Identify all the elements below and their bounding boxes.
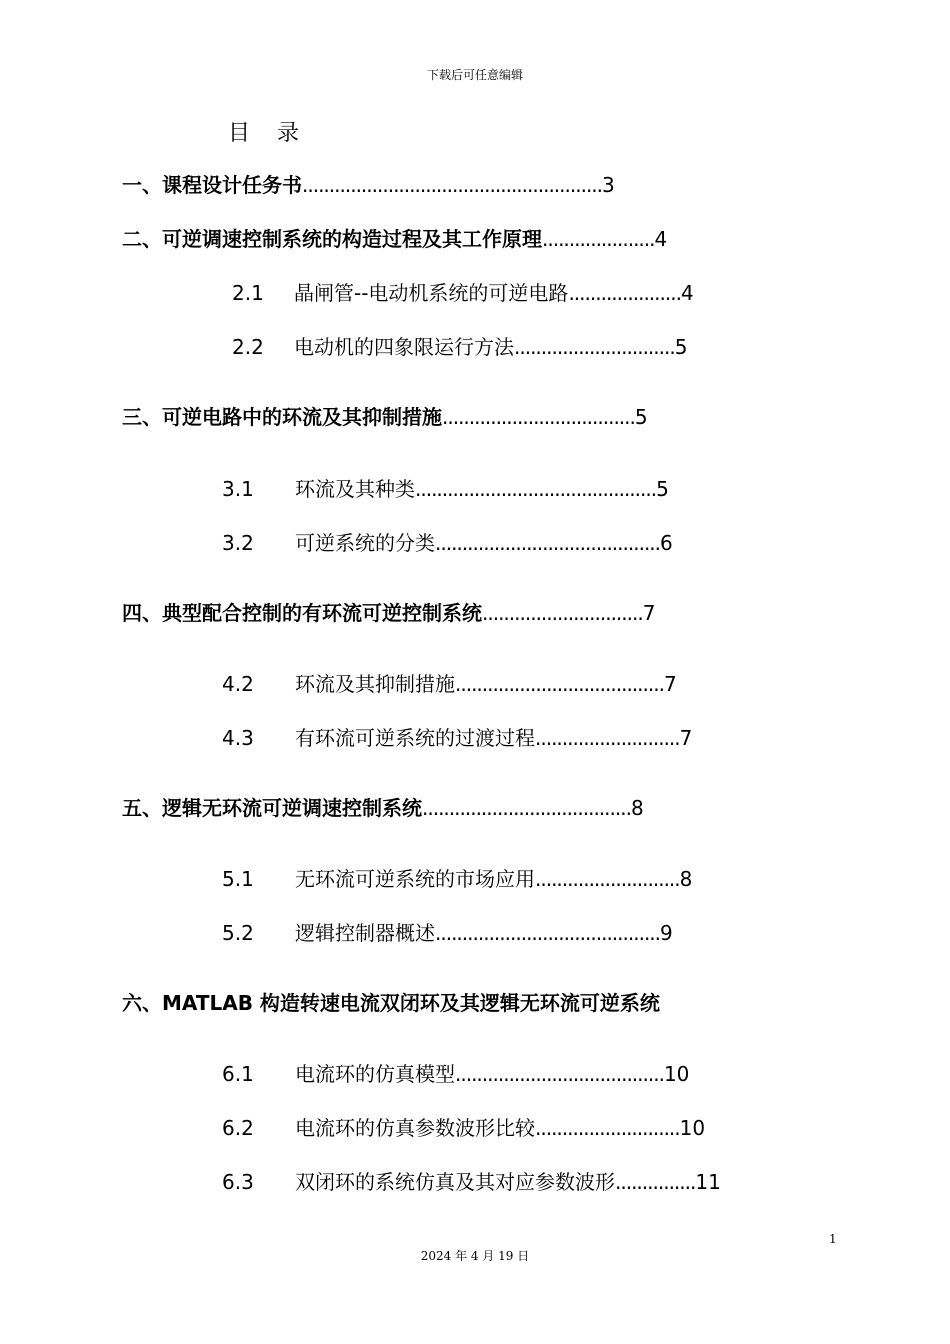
toc-entry-text: 可逆系统的分类 — [295, 531, 435, 555]
toc-entry-number: 6.2 — [222, 1116, 254, 1140]
toc-entry-5-1[interactable] — [222, 864, 692, 894]
toc-entry-text: 环流及其种类 — [295, 477, 415, 501]
toc-entry-page: 7 — [663, 672, 677, 696]
page-header: 下载后可任意编辑 — [426, 68, 523, 82]
toc-entry-page: 7 — [642, 601, 656, 625]
toc-leader-dots: ........................... — [535, 867, 680, 891]
toc-entry-page: 5 — [674, 335, 688, 359]
toc-entry-page: 4 — [654, 227, 668, 251]
toc-entry-6-3[interactable] — [222, 1167, 721, 1197]
toc-leader-dots: ....................................... — [455, 672, 664, 696]
toc-leader-dots: ..................... — [568, 281, 681, 305]
toc-entry-3-2[interactable] — [222, 528, 673, 558]
toc-entry-page: 3 — [602, 173, 615, 197]
toc-entry-3-1[interactable] — [222, 474, 669, 504]
toc-leader-dots: ............................................. — [415, 477, 657, 501]
toc-entry-6-1[interactable] — [222, 1059, 689, 1089]
toc-entry-page: 8 — [679, 867, 693, 891]
toc-entry-text: 典型配合控制的有环流可逆控制系统 — [162, 601, 482, 625]
toc-entry-number: 6.3 — [222, 1170, 254, 1194]
toc-leader-dots: ........................................................ — [302, 173, 603, 197]
toc-entry-text: 电流环的仿真模型 — [295, 1062, 455, 1086]
toc-entry-text: 无环流可逆系统的市场应用 — [295, 867, 535, 891]
toc-entry-text: 电动机的四象限运行方法 — [294, 335, 514, 359]
toc-leader-dots: ..................... — [542, 227, 655, 251]
toc-entry-text: 可逆调速控制系统的构造过程及其工作原理 — [162, 227, 542, 251]
toc-entry-3[interactable] — [122, 402, 648, 432]
toc-leader-dots: ........................... — [535, 726, 680, 750]
toc-entry-page: 10 — [679, 1116, 706, 1140]
toc-entry-text: 环流及其抑制措施 — [295, 672, 455, 696]
toc-leader-dots: .......................................... — [435, 531, 661, 555]
toc-leader-dots: ............... — [615, 1170, 696, 1194]
toc-entry-number: 3.2 — [222, 531, 254, 555]
toc-entry-number: 一、 — [122, 173, 162, 197]
toc-leader-dots: .......................................... — [435, 921, 661, 945]
toc-leader-dots: ....................................... — [455, 1062, 664, 1086]
toc-title: 目 录 — [228, 121, 309, 146]
toc-entry-number: 6.1 — [222, 1062, 254, 1086]
toc-entry-text: MATLAB 构造转速电流双闭环及其逻辑无环流可逆系统 — [162, 991, 660, 1015]
toc-entry-text: 晶闸管--电动机系统的可逆电路 — [294, 281, 569, 305]
toc-entry-1[interactable] — [122, 170, 615, 200]
toc-entry-text: 电流环的仿真参数波形比较 — [295, 1116, 535, 1140]
toc-entry-number: 4.2 — [222, 672, 254, 696]
toc-entry-page: 7 — [679, 726, 693, 750]
toc-entry-number: 二、 — [122, 227, 162, 251]
toc-entry-2[interactable] — [122, 224, 667, 254]
toc-entry-number: 五、 — [122, 796, 162, 820]
toc-entry-text: 有环流可逆系统的过渡过程 — [295, 726, 535, 750]
toc-leader-dots: .............................. — [482, 601, 643, 625]
page-footer-date: 2024 年 4 月 19 日 — [420, 1249, 530, 1263]
page-number: 1 — [829, 1232, 837, 1246]
toc-entry-page: 8 — [630, 796, 644, 820]
toc-entry-number: 2.2 — [232, 335, 264, 359]
toc-entry-page: 5 — [656, 477, 669, 501]
toc-entry-4-2[interactable] — [222, 669, 677, 699]
toc-entry-page: 10 — [663, 1062, 690, 1086]
toc-leader-dots: ....................................... — [422, 796, 631, 820]
toc-leader-dots: ........................... — [535, 1116, 680, 1140]
toc-leader-dots: .................................... — [442, 405, 635, 429]
toc-entry-page: 11 — [695, 1170, 721, 1194]
toc-entry-text: 可逆电路中的环流及其抑制措施 — [162, 405, 442, 429]
toc-entry-page: 5 — [634, 405, 648, 429]
toc-entry-number: 5.1 — [222, 867, 254, 891]
toc-entry-number: 六、 — [122, 991, 162, 1015]
toc-leader-dots: .............................. — [514, 335, 675, 359]
toc-entry-number: 4.3 — [222, 726, 254, 750]
toc-entry-4-3[interactable] — [222, 723, 692, 753]
toc-entry-2-2[interactable] — [232, 332, 687, 362]
toc-entry-5[interactable] — [122, 793, 644, 823]
toc-entry-text: 逻辑控制器概述 — [295, 921, 435, 945]
toc-entry-page: 6 — [660, 531, 673, 555]
toc-entry-text: 课程设计任务书 — [162, 173, 302, 197]
toc-entry-6[interactable] — [122, 988, 660, 1018]
toc-entry-4[interactable] — [122, 598, 655, 628]
toc-entry-number: 5.2 — [222, 921, 254, 945]
toc-entry-2-1[interactable] — [232, 278, 694, 308]
toc-entry-5-2[interactable] — [222, 918, 673, 948]
toc-entry-page: 4 — [680, 281, 694, 305]
toc-entry-number: 四、 — [122, 601, 162, 625]
toc-entry-number: 3.1 — [222, 477, 254, 501]
toc-entry-number: 2.1 — [232, 281, 264, 305]
toc-entry-text: 逻辑无环流可逆调速控制系统 — [162, 796, 422, 820]
toc-entry-text: 双闭环的系统仿真及其对应参数波形 — [295, 1170, 615, 1194]
toc-entry-6-2[interactable] — [222, 1113, 705, 1143]
toc-entry-number: 三、 — [122, 405, 162, 429]
toc-entry-page: 9 — [660, 921, 673, 945]
